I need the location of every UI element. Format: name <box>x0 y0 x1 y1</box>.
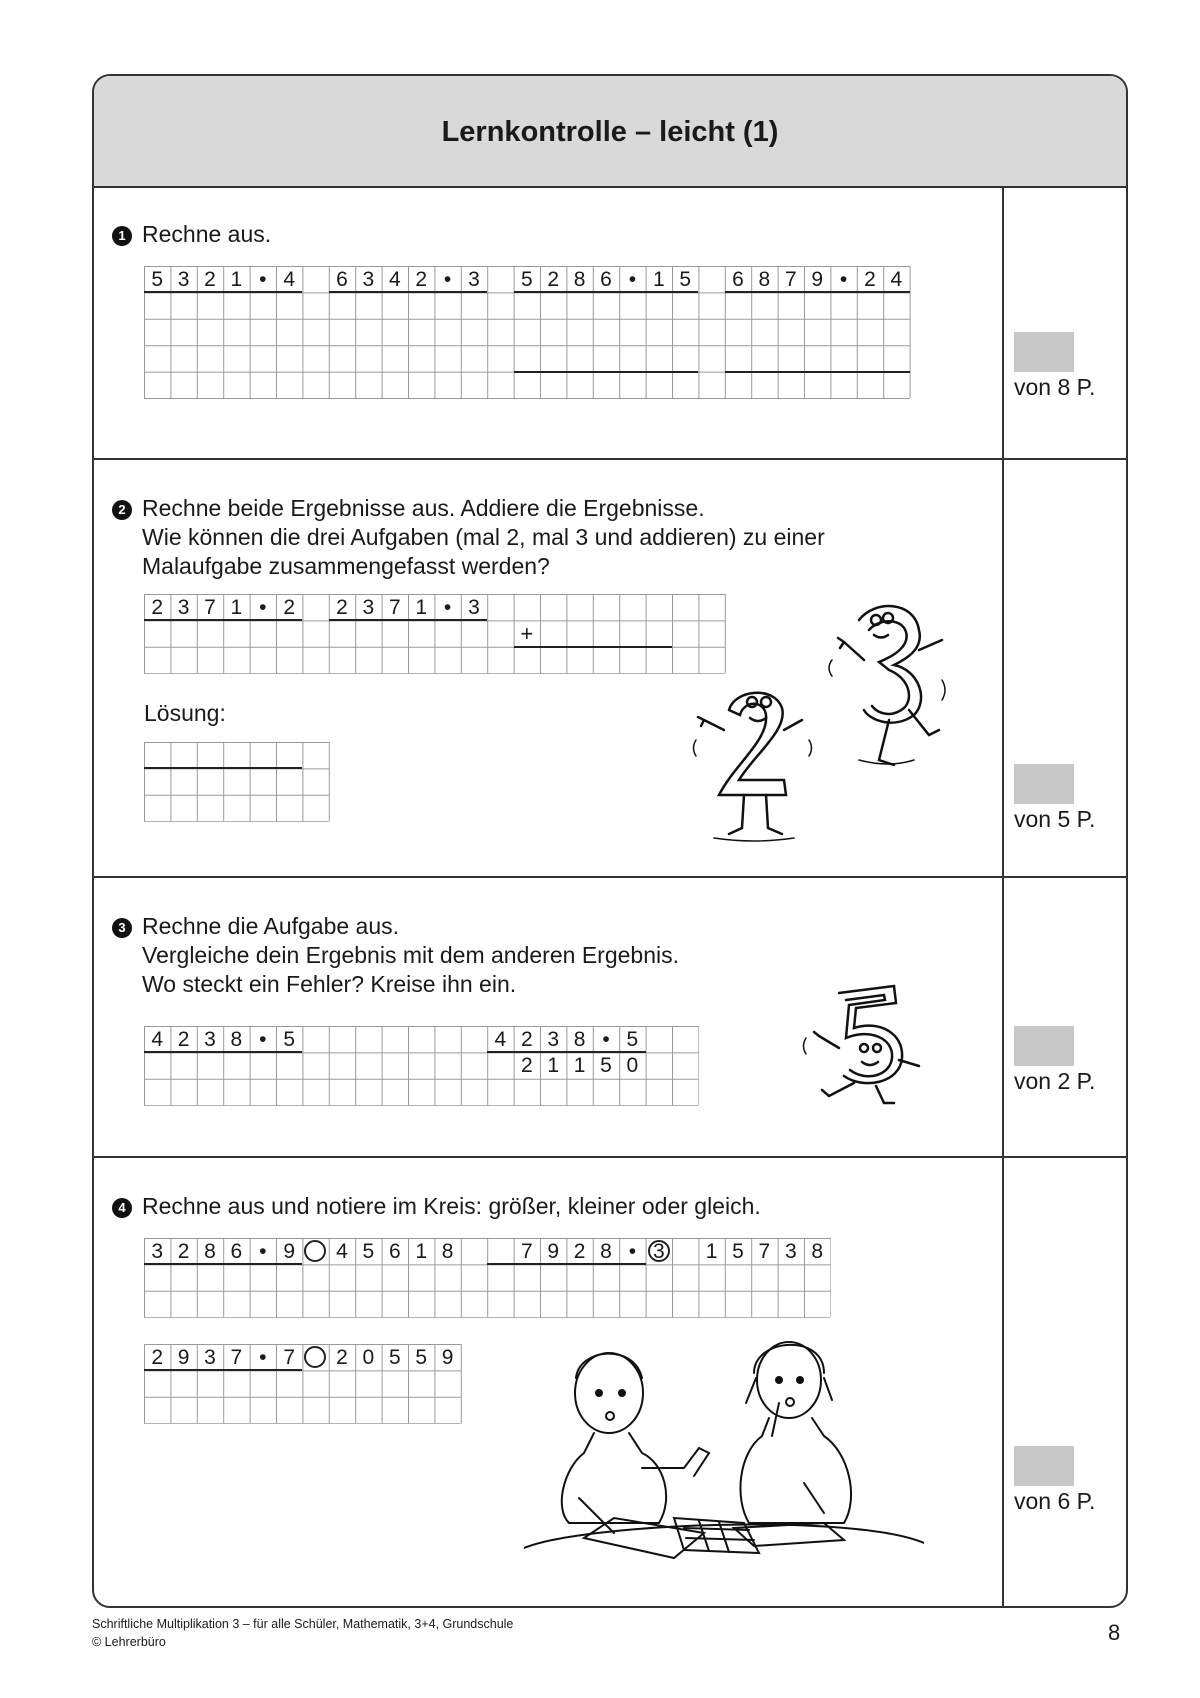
grid-digit: 6 <box>230 1240 243 1263</box>
grid-digit: 5 <box>626 1028 639 1051</box>
grid-digit: 7 <box>520 1240 533 1263</box>
grid-digit: 3 <box>177 268 190 291</box>
instruction-line: Malaufgabe zusammengefasst werden? <box>142 553 550 579</box>
children-studying-illustration <box>524 1318 924 1578</box>
underline-rule <box>144 291 302 293</box>
dancing-numbers-illustration <box>674 590 954 850</box>
instruction-line: Vergleiche dein Ergebnis mit dem anderen Ergebnis. <box>142 942 679 968</box>
task-4 <box>94 1158 1126 1606</box>
grid-digit: 3 <box>652 1240 665 1263</box>
task-number-badge: 1 <box>112 226 132 246</box>
task-4-grid-bottom <box>144 1344 461 1423</box>
grid-digit: 2 <box>336 596 348 619</box>
plus-sign: + <box>520 621 534 647</box>
grid-digit: 1 <box>705 1240 718 1263</box>
multiply-dot: • <box>839 268 848 291</box>
grid-digit: 2 <box>573 1240 586 1263</box>
grid-digit: 1 <box>415 596 428 619</box>
underline-rule <box>144 619 302 621</box>
grid-digit: 2 <box>864 268 876 291</box>
task-number-badge: 4 <box>112 1198 132 1218</box>
grid-digit: 5 <box>679 268 692 291</box>
score-box[interactable] <box>1014 1026 1074 1066</box>
grid-digit: 5 <box>415 1346 428 1369</box>
underline-rule <box>514 291 699 293</box>
grid-digit: 8 <box>600 1240 612 1263</box>
grid-digit: 3 <box>204 1346 216 1369</box>
grid-digit: 7 <box>283 1346 296 1369</box>
grid-digit: 0 <box>626 1054 639 1078</box>
underline-rule <box>144 767 302 769</box>
multiply-dot: • <box>602 1028 610 1051</box>
grid-digit: 2 <box>204 268 216 291</box>
multiply-dot: • <box>628 268 637 291</box>
task-2-grid <box>144 594 725 673</box>
underline-rule <box>514 371 699 373</box>
task-1-instruction <box>112 220 271 249</box>
grid-digit: 2 <box>177 1028 190 1051</box>
grid-digit: 3 <box>468 596 480 619</box>
instruction-line: Wie können die drei Aufgaben (mal 2, mal 3 und addieren) zu einer <box>142 524 825 550</box>
multiply-dot: • <box>259 1346 267 1369</box>
grid-digit: 0 <box>362 1346 375 1369</box>
grid-digit: 8 <box>811 1240 824 1263</box>
grid-digit: 8 <box>573 1028 586 1051</box>
grid-digit: 7 <box>204 596 216 619</box>
grid-digit: 4 <box>336 1240 348 1263</box>
solution-label: Lösung: <box>144 700 226 726</box>
score-label: von 6 P. <box>1014 1488 1096 1514</box>
score-label: von 2 P. <box>1014 1068 1096 1094</box>
underline-rule <box>487 1051 645 1053</box>
grid-digit: 4 <box>283 268 296 291</box>
underline-rule <box>144 1263 302 1265</box>
underline-rule <box>725 371 910 373</box>
task-4-instruction <box>112 1192 761 1221</box>
grid-digit: 7 <box>230 1346 243 1369</box>
task-4-grid-top <box>144 1238 830 1317</box>
grid-digit: 8 <box>441 1240 454 1263</box>
grid-digit: 2 <box>151 1346 164 1369</box>
underline-rule <box>144 1051 302 1053</box>
score-box[interactable] <box>1014 1446 1074 1486</box>
grid-digit: 3 <box>362 596 375 619</box>
grid-digit: 2 <box>283 596 296 619</box>
grid-digit: 7 <box>388 596 401 619</box>
task-number-badge: 3 <box>112 918 132 938</box>
grid-digit: 2 <box>177 1240 190 1263</box>
multiply-dot: • <box>259 596 267 619</box>
grid-digit: 5 <box>600 1054 612 1078</box>
page-number: 8 <box>1108 1620 1121 1645</box>
grid-digit: 5 <box>388 1346 401 1369</box>
grid-digit: 8 <box>230 1028 243 1051</box>
grid-digit: 3 <box>547 1028 560 1051</box>
instruction-line: Rechne aus. <box>142 221 272 247</box>
score-box[interactable] <box>1014 332 1074 372</box>
grid-digit: 9 <box>547 1240 560 1263</box>
grid-digit: 8 <box>204 1240 216 1263</box>
grid-digit: 5 <box>732 1240 744 1263</box>
grid-digit: 2 <box>520 1028 533 1051</box>
grid-digit: 3 <box>177 596 190 619</box>
instruction-line: Wo steckt ein Fehler? Kreise ihn ein. <box>142 971 517 997</box>
worksheet <box>92 74 1128 1608</box>
header-bar <box>94 76 1126 188</box>
multiply-dot: • <box>259 268 267 291</box>
instruction-line: Rechne aus und notiere im Kreis: größer, kleiner oder gleich. <box>142 1193 761 1219</box>
grid-digit: 1 <box>415 1240 428 1263</box>
task-2 <box>94 460 1126 878</box>
grid-digit: 1 <box>573 1054 586 1078</box>
multiply-dot: • <box>259 1028 267 1051</box>
grid-digit: 3 <box>784 1240 797 1263</box>
grid-digit: 8 <box>758 268 771 291</box>
instruction-line: Rechne beide Ergebnisse aus. Addiere die Ergebnisse. <box>142 495 705 521</box>
task-2-instruction <box>112 494 825 581</box>
grid-digit: 1 <box>652 268 665 291</box>
multiply-dot: • <box>628 1240 637 1263</box>
instruction-line: Rechne die Aufgabe aus. <box>142 913 400 939</box>
grid-digit: 5 <box>283 1028 296 1051</box>
grid-digit: 4 <box>494 1028 507 1051</box>
grid-lines <box>144 742 330 822</box>
task-1-grid <box>144 266 910 398</box>
underline-rule <box>329 291 487 293</box>
grid-digit: 6 <box>388 1240 401 1263</box>
dancing-five-illustration <box>784 978 934 1108</box>
grid-digit: 9 <box>811 268 824 291</box>
multiply-dot: • <box>443 268 452 291</box>
grid-digit: 9 <box>177 1346 190 1369</box>
comparison-circle[interactable] <box>648 1240 670 1262</box>
grid-digit: 2 <box>547 268 560 291</box>
task-number-badge: 2 <box>112 500 132 520</box>
grid-digit: 8 <box>573 268 586 291</box>
grid-digit: 4 <box>890 268 903 291</box>
underline-rule <box>487 1263 645 1265</box>
grid-digit: 4 <box>388 268 401 291</box>
grid-digit: 2 <box>415 268 428 291</box>
task-3-grid <box>144 1026 698 1105</box>
grid-digit: 1 <box>230 596 243 619</box>
grid-digit: 7 <box>784 268 797 291</box>
grid-digit: 5 <box>362 1240 375 1263</box>
underline-rule <box>725 291 910 293</box>
score-label: von 8 P. <box>1014 374 1096 400</box>
task-3 <box>94 878 1126 1158</box>
page-title: Lernkontrolle – leicht (1) <box>441 116 779 148</box>
task-1 <box>94 188 1126 460</box>
multiply-dot: • <box>259 1240 267 1263</box>
grid-digit: 7 <box>758 1240 771 1263</box>
grid-digit: 1 <box>547 1054 560 1078</box>
grid-digit: 6 <box>600 268 612 291</box>
grid-digit: 3 <box>362 268 375 291</box>
grid-digit: 3 <box>151 1240 164 1263</box>
footer-source: Schriftliche Multiplikation 3 – für alle Schüler, Mathematik, 3+4, Grundschule <box>92 1617 514 1631</box>
footer-copyright: © Lehrerbüro <box>92 1635 166 1649</box>
grid-digit: 6 <box>336 268 348 291</box>
grid-digit: 2 <box>151 596 164 619</box>
multiply-dot: • <box>443 596 452 619</box>
grid-digit: 9 <box>283 1240 296 1263</box>
grid-digit: 5 <box>151 268 164 291</box>
grid-digit: 1 <box>230 268 243 291</box>
solution-grid <box>144 742 329 821</box>
score-box[interactable] <box>1014 764 1074 804</box>
grid-digit: 3 <box>204 1028 216 1051</box>
underline-rule <box>329 619 487 621</box>
underline-rule <box>144 1369 302 1371</box>
grid-digit: 2 <box>336 1346 348 1369</box>
grid-digit: 2 <box>520 1054 533 1078</box>
grid-digit: 4 <box>151 1028 164 1051</box>
grid-digit: 9 <box>441 1346 454 1369</box>
task-3-instruction <box>112 912 679 999</box>
score-label: von 5 P. <box>1014 806 1096 832</box>
grid-digit: 5 <box>520 268 533 291</box>
grid-digit: 3 <box>468 268 480 291</box>
grid-digit: 6 <box>732 268 744 291</box>
